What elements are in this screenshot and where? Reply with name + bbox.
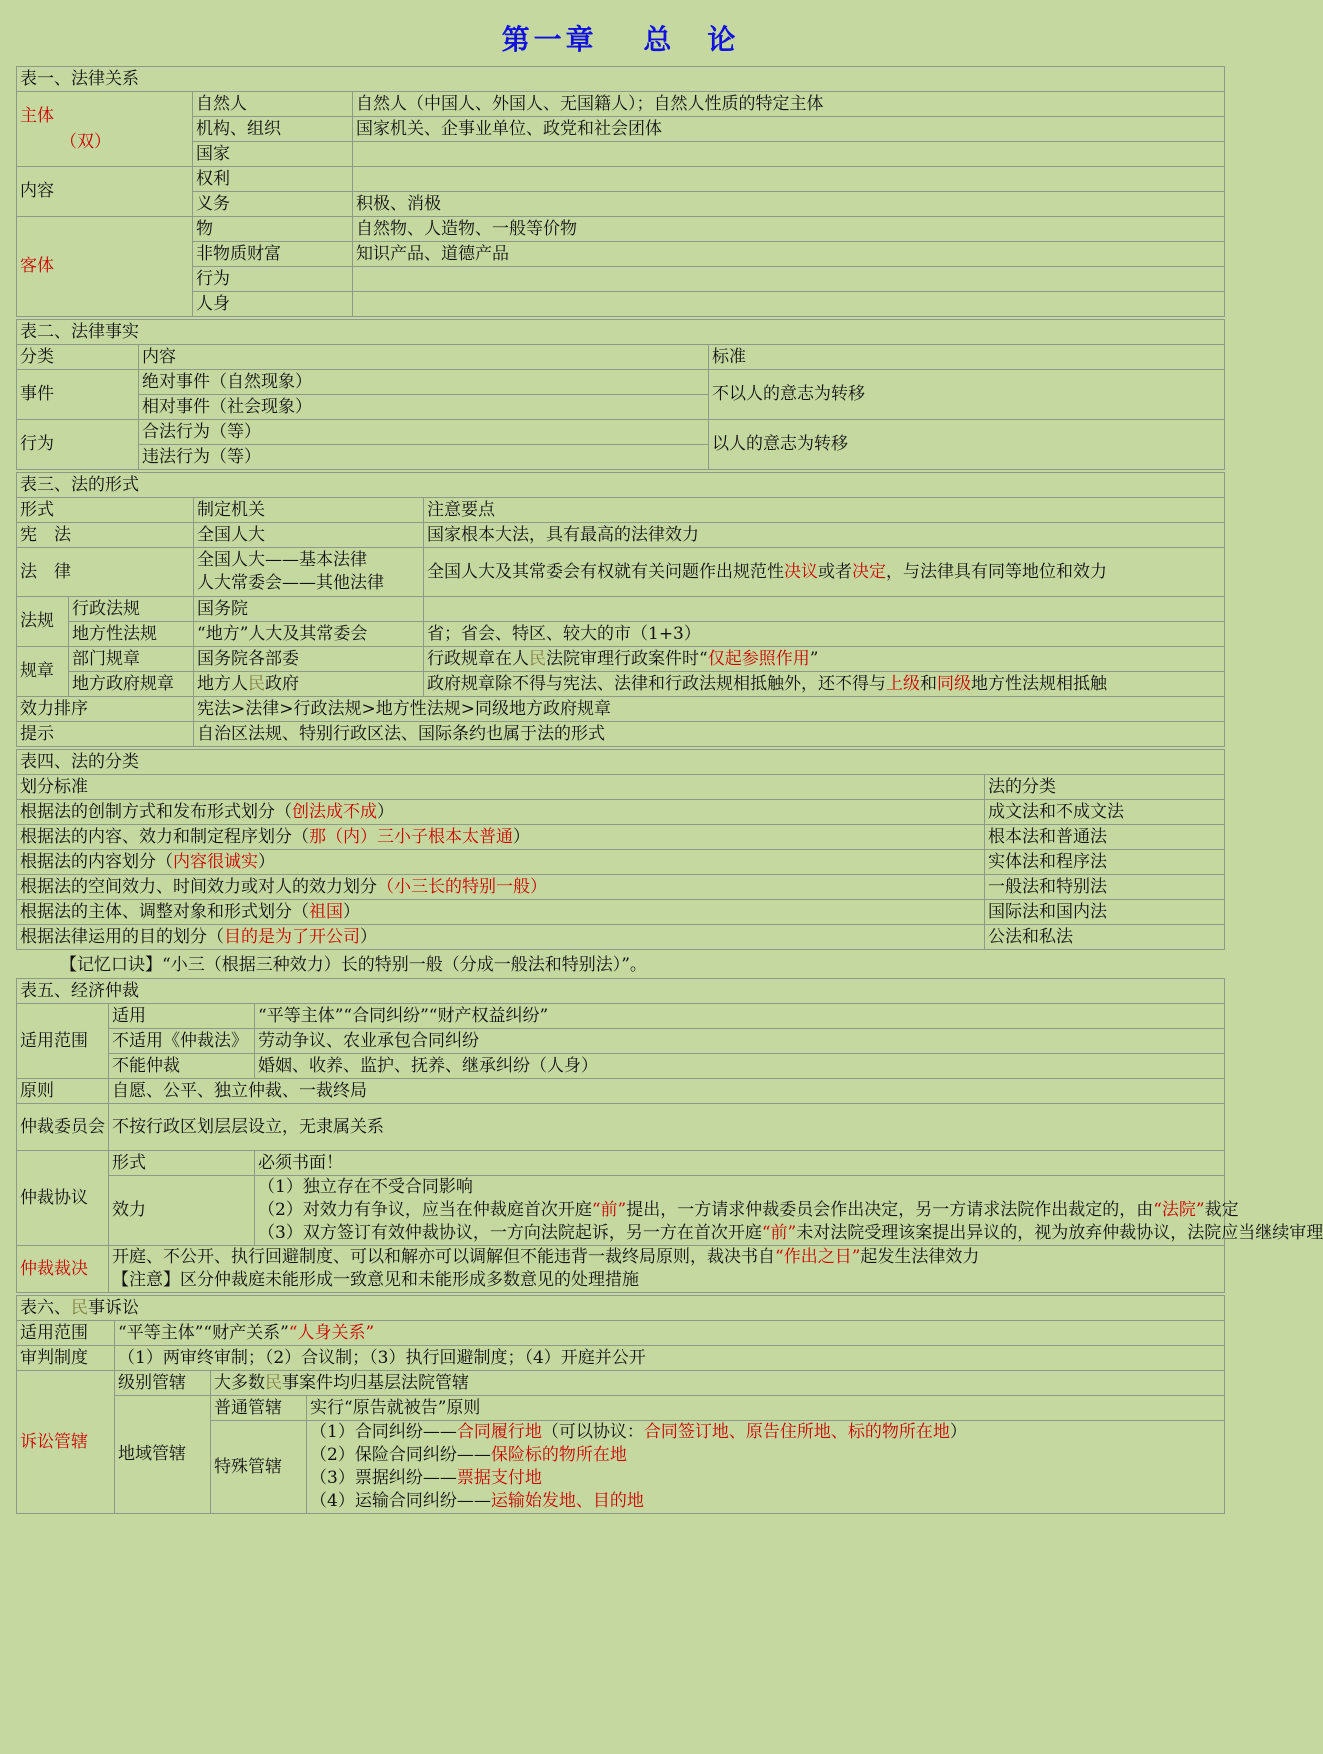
special-text: （2）保险合同纠纷——: [310, 1445, 491, 1465]
row-org: 全国人大: [194, 523, 424, 548]
row-key: 适用: [109, 1004, 255, 1029]
row-key: 人身: [193, 292, 353, 317]
mnemonic: （小三长的特别一般）: [377, 876, 547, 897]
effect-highlight: “法院”: [1153, 1200, 1205, 1220]
table-legal-fact: [16, 319, 1225, 470]
special-highlight: 合同履行地: [456, 1422, 542, 1442]
note-text: 全国人大及其常委会有权就有关问题作出规范性: [427, 561, 784, 582]
table-law-forms: [16, 472, 1225, 747]
object-label: 客体: [17, 217, 193, 317]
special-text: （1）合同纠纷——: [310, 1422, 457, 1442]
row-value: 宪法>法律>行政法规>地方性法规>同级地方政府规章: [194, 697, 1225, 722]
effect-text: （3）双方签订有效仲裁协议，一方向法院起诉，另一方在首次开庭: [258, 1223, 762, 1243]
row-value: 自然物、人造物、一般等价物: [353, 217, 1225, 242]
event-label: 事件: [17, 370, 139, 420]
mnemonic: 目的是为了开公司: [224, 926, 360, 947]
effect-list: [255, 1176, 1323, 1246]
row-value: 合法行为（等）: [139, 420, 709, 445]
special-item: [310, 1444, 1221, 1467]
regional-label: 地域管辖: [115, 1396, 211, 1514]
special-highlight: 保险标的物所在地: [490, 1445, 627, 1465]
header-cell: 法的分类: [985, 775, 1225, 800]
row-note: [424, 548, 1225, 597]
row-note: [424, 647, 1225, 672]
row-value: 自然人（中国人、外国人、无国籍人）；自然人性质的特定主体: [353, 92, 1225, 117]
table-row: [17, 825, 1225, 850]
row-value: 相对事件（社会现象）: [139, 395, 709, 420]
level-text: 事案件均归基层法院管辖: [282, 1372, 469, 1393]
row-value: 实行“原告就被告”原则: [307, 1396, 1225, 1421]
org-text: 政府: [265, 673, 299, 694]
row-key: 权利: [193, 167, 353, 192]
row-key: 适用范围: [17, 1321, 115, 1346]
page-title: 第一章 总 论: [501, 23, 740, 56]
criterion-text: ）: [377, 801, 394, 822]
row-key: 行为: [193, 267, 353, 292]
classification-cell: 一般法和特别法: [985, 875, 1225, 900]
row-key: 级别管辖: [115, 1371, 211, 1396]
header-cell: 注意要点: [424, 498, 1225, 523]
level-text: 民: [265, 1372, 282, 1393]
award-note: 【注意】区分仲裁庭未能形成一致意见和未能形成多数意见的处理措施: [112, 1270, 639, 1290]
mnemonic: 那（内）三小子根本太普通: [309, 826, 513, 847]
note-text: ，与法律具有同等地位和效力: [886, 561, 1107, 582]
effect-text: 裁定: [1204, 1200, 1239, 1220]
classification-cell: 公法和私法: [985, 925, 1225, 950]
row-key: 部门规章: [69, 647, 194, 672]
row-key: 原则: [17, 1079, 109, 1104]
classification-cell: 根本法和普通法: [985, 825, 1225, 850]
row-note: [424, 672, 1225, 697]
scope-text: “平等主体”“财产关系”: [118, 1322, 289, 1343]
award-cell: [109, 1246, 1225, 1293]
table-row: [17, 850, 1225, 875]
table-civil-litigation: [16, 1295, 1225, 1514]
special-text: （4）运输合同纠纷——: [310, 1491, 491, 1511]
memory-tip: 【记忆口诀】“小三（根据三种效力）长的特别一般（分成一般法和特别法）”。: [60, 955, 647, 975]
criterion-text: ）: [513, 826, 530, 847]
agreement-label: 仲裁协议: [17, 1151, 109, 1246]
row-value: 必须书面！: [255, 1151, 1225, 1176]
note-text: 法院审理行政案件时“: [546, 648, 708, 669]
row-note: 省；省会、特区、较大的市（1+3）: [424, 622, 1225, 647]
special-item: [310, 1421, 1221, 1444]
row-key: 非物质财富: [193, 242, 353, 267]
row-value: 知识产品、道德产品: [353, 242, 1225, 267]
header-cell: 标准: [709, 345, 1225, 370]
row-value: 自治区法规、特别行政区法、国际条约也属于法的形式: [194, 722, 1225, 747]
row-value: [353, 142, 1225, 167]
row-value: [353, 292, 1225, 317]
special-label: 特殊管辖: [211, 1421, 307, 1514]
table-legal-relation: [16, 66, 1225, 317]
note-text: 和: [920, 673, 937, 694]
header-cell: 形式: [17, 498, 194, 523]
row-value: 绝对事件（自然现象）: [139, 370, 709, 395]
criterion-cell: [17, 925, 985, 950]
criterion-text: 根据法的空间效力、时间效力或对人的效力划分: [20, 876, 377, 897]
effect-highlight: “前”: [591, 1200, 627, 1220]
note-text: 政府规章除不得与宪法、法律和行政法规相抵触外，还不得与: [427, 673, 886, 694]
criterion-cell: [17, 900, 985, 925]
regulation-label: 法规: [17, 597, 69, 647]
event-standard: 不以人的意志为转移: [709, 370, 1225, 420]
table-caption: 表三、法的形式: [17, 473, 1225, 498]
header-cell: 内容: [139, 345, 709, 370]
effect-text: 未对法院受理该案提出异议的，视为放弃仲裁协议，法院应当继续审理: [796, 1223, 1323, 1243]
criterion-text: ）: [343, 901, 360, 922]
row-value: 违法行为（等）: [139, 445, 709, 470]
row-key: 机构、组织: [193, 117, 353, 142]
effect-item: （1）独立存在不受合同影响: [258, 1177, 473, 1197]
table-row: [17, 925, 1225, 950]
row-note: 国家根本大法，具有最高的法律效力: [424, 523, 1225, 548]
row-key: 地方政府规章: [69, 672, 194, 697]
row-value: [115, 1321, 1225, 1346]
row-key: 义务: [193, 192, 353, 217]
content-label: 内容: [17, 167, 193, 217]
special-highlight: 合同签订地、原告住所地、标的物所在地: [643, 1422, 950, 1442]
row-value: 婚姻、收养、监护、抚养、继承纠纷（人身）: [255, 1054, 1225, 1079]
row-key: 法 律: [17, 548, 194, 597]
note-highlight: 决议: [784, 561, 818, 582]
criterion-cell: [17, 825, 985, 850]
note-text: 或者: [818, 561, 852, 582]
note-text: ”: [809, 648, 819, 669]
row-value: [353, 267, 1225, 292]
effect-text: （2）对效力有争议，应当在仲裁庭首次开庭: [258, 1200, 592, 1220]
special-text: （可以协议：: [541, 1422, 644, 1442]
act-standard: 以人的意志为转移: [709, 420, 1225, 470]
effect-text: 提出，一方请求仲裁委员会作出决定，另一方请求法院作出裁定的，由: [626, 1200, 1154, 1220]
criterion-cell: [17, 800, 985, 825]
header-cell: 制定机关: [194, 498, 424, 523]
row-key: 效力: [109, 1176, 255, 1246]
effect-highlight: “前”: [761, 1223, 797, 1243]
row-key: 形式: [109, 1151, 255, 1176]
table-caption: 表五、经济仲裁: [17, 979, 1225, 1004]
criterion-text: 根据法的创制方式和发布形式划分（: [20, 801, 292, 822]
table-caption: [17, 1296, 1225, 1321]
special-item: [310, 1490, 1221, 1513]
row-value: 国家机关、企事业单位、政党和社会团体: [353, 117, 1225, 142]
level-text: 大多数: [214, 1372, 265, 1393]
mnemonic: 内容很诚实: [173, 851, 258, 872]
special-highlight: 运输始发地、目的地: [490, 1491, 644, 1511]
row-org: [194, 672, 424, 697]
row-org: 国务院: [194, 597, 424, 622]
table-caption: 表四、法的分类: [17, 750, 1225, 775]
classification-cell: 成文法和不成文法: [985, 800, 1225, 825]
row-key: 效力排序: [17, 697, 194, 722]
row-key: 不适用《仲裁法》: [109, 1029, 255, 1054]
row-key: 物: [193, 217, 353, 242]
row-key: 地方性法规: [69, 622, 194, 647]
table-caption: 表一、法律关系: [17, 67, 1225, 92]
act-label: 行为: [17, 420, 139, 470]
criterion-text: 根据法律运用的目的划分（: [20, 926, 224, 947]
row-key: 提示: [17, 722, 194, 747]
org-text: 民: [248, 673, 265, 694]
table-economic-arbitration: [16, 978, 1323, 1293]
row-key: 自然人: [193, 92, 353, 117]
criterion-text: 根据法的主体、调整对象和形式划分（: [20, 901, 309, 922]
award-line: [112, 1246, 1221, 1269]
table-row: [17, 900, 1225, 925]
table-row: [17, 875, 1225, 900]
award-text: 起发生法律效力: [860, 1247, 980, 1267]
caption-text: 表六、: [20, 1297, 71, 1318]
header-cell: 划分标准: [17, 775, 985, 800]
law-org-line: 人大常委会——其他法律: [197, 573, 384, 593]
special-item: [310, 1467, 1221, 1490]
subject-label: 主体: [20, 106, 54, 126]
row-org: “地方”人大及其常委会: [194, 622, 424, 647]
note-text: 行政规章在人: [427, 648, 529, 669]
rule-label: 规章: [17, 647, 69, 697]
mnemonic: 创法成不成: [292, 801, 377, 822]
caption-text: 民: [71, 1297, 88, 1318]
row-key: 行政法规: [69, 597, 194, 622]
criterion-text: ）: [360, 926, 377, 947]
header-cell: 分类: [17, 345, 139, 370]
table-row: [17, 800, 1225, 825]
row-note: [424, 597, 1225, 622]
table-caption: 表二、法律事实: [17, 320, 1225, 345]
row-value: “平等主体”“合同纠纷”“财产权益纠纷”: [255, 1004, 1225, 1029]
note-highlight: 决定: [852, 561, 886, 582]
special-text: ）: [949, 1422, 967, 1442]
table-law-classification: [16, 749, 1225, 950]
jurisdiction-label: 诉讼管辖: [17, 1371, 115, 1514]
row-key: 普通管辖: [211, 1396, 307, 1421]
award-label: 仲裁裁决: [17, 1246, 109, 1293]
award-text: 开庭、不公开、执行回避制度、可以和解亦可以调解但不能违背一裁终局原则，裁决书自: [112, 1247, 775, 1267]
scope-highlight: “人身关系”: [288, 1322, 375, 1343]
criterion-cell: [17, 850, 985, 875]
row-key: 国家: [193, 142, 353, 167]
row-key: 不能仲裁: [109, 1054, 255, 1079]
effect-item: [258, 1199, 1239, 1222]
special-highlight: 票据支付地: [456, 1468, 542, 1488]
note-highlight: 上级: [886, 673, 920, 694]
row-key: 审判制度: [17, 1346, 115, 1371]
row-key: 仲裁委员会: [17, 1104, 109, 1151]
row-value: [353, 167, 1225, 192]
special-list: [307, 1421, 1225, 1514]
note-text: 地方性法规相抵触: [971, 673, 1107, 694]
note-highlight: 仅起参照作用: [707, 648, 810, 669]
classification-cell: 实体法和程序法: [985, 850, 1225, 875]
row-value: 劳动争议、农业承包合同纠纷: [255, 1029, 1225, 1054]
criterion-text: 根据法的内容划分（: [20, 851, 173, 872]
row-value: （1）两审终审制；（2）合议制；（3）执行回避制度；（4）开庭并公开: [115, 1346, 1225, 1371]
note-highlight: 同级: [937, 673, 971, 694]
caption-text: 事诉讼: [88, 1297, 139, 1318]
criterion-cell: [17, 875, 985, 900]
note-text: 民: [529, 648, 546, 669]
criterion-text: ）: [258, 851, 275, 872]
award-highlight: “作出之日”: [775, 1247, 861, 1267]
scope-label: 适用范围: [17, 1004, 109, 1079]
effect-item: [258, 1222, 1323, 1245]
subject-cell: [17, 92, 193, 167]
special-text: （3）票据纠纷——: [310, 1468, 457, 1488]
row-value: 积极、消极: [353, 192, 1225, 217]
row-org: 国务院各部委: [194, 647, 424, 672]
classification-cell: 国际法和国内法: [985, 900, 1225, 925]
row-value: [211, 1371, 1225, 1396]
subject-sub-label: （双）: [60, 132, 111, 152]
row-value: 自愿、公平、独立仲裁、一裁终局: [109, 1079, 1225, 1104]
mnemonic: 祖国: [309, 901, 343, 922]
row-org: [194, 548, 424, 597]
law-org-line: 全国人大——基本法律: [197, 550, 367, 570]
row-key: 宪 法: [17, 523, 194, 548]
org-text: 地方人: [197, 673, 248, 694]
row-value: 不按行政区划层层设立，无隶属关系: [109, 1104, 1225, 1151]
criterion-text: 根据法的内容、效力和制定程序划分（: [20, 826, 309, 847]
